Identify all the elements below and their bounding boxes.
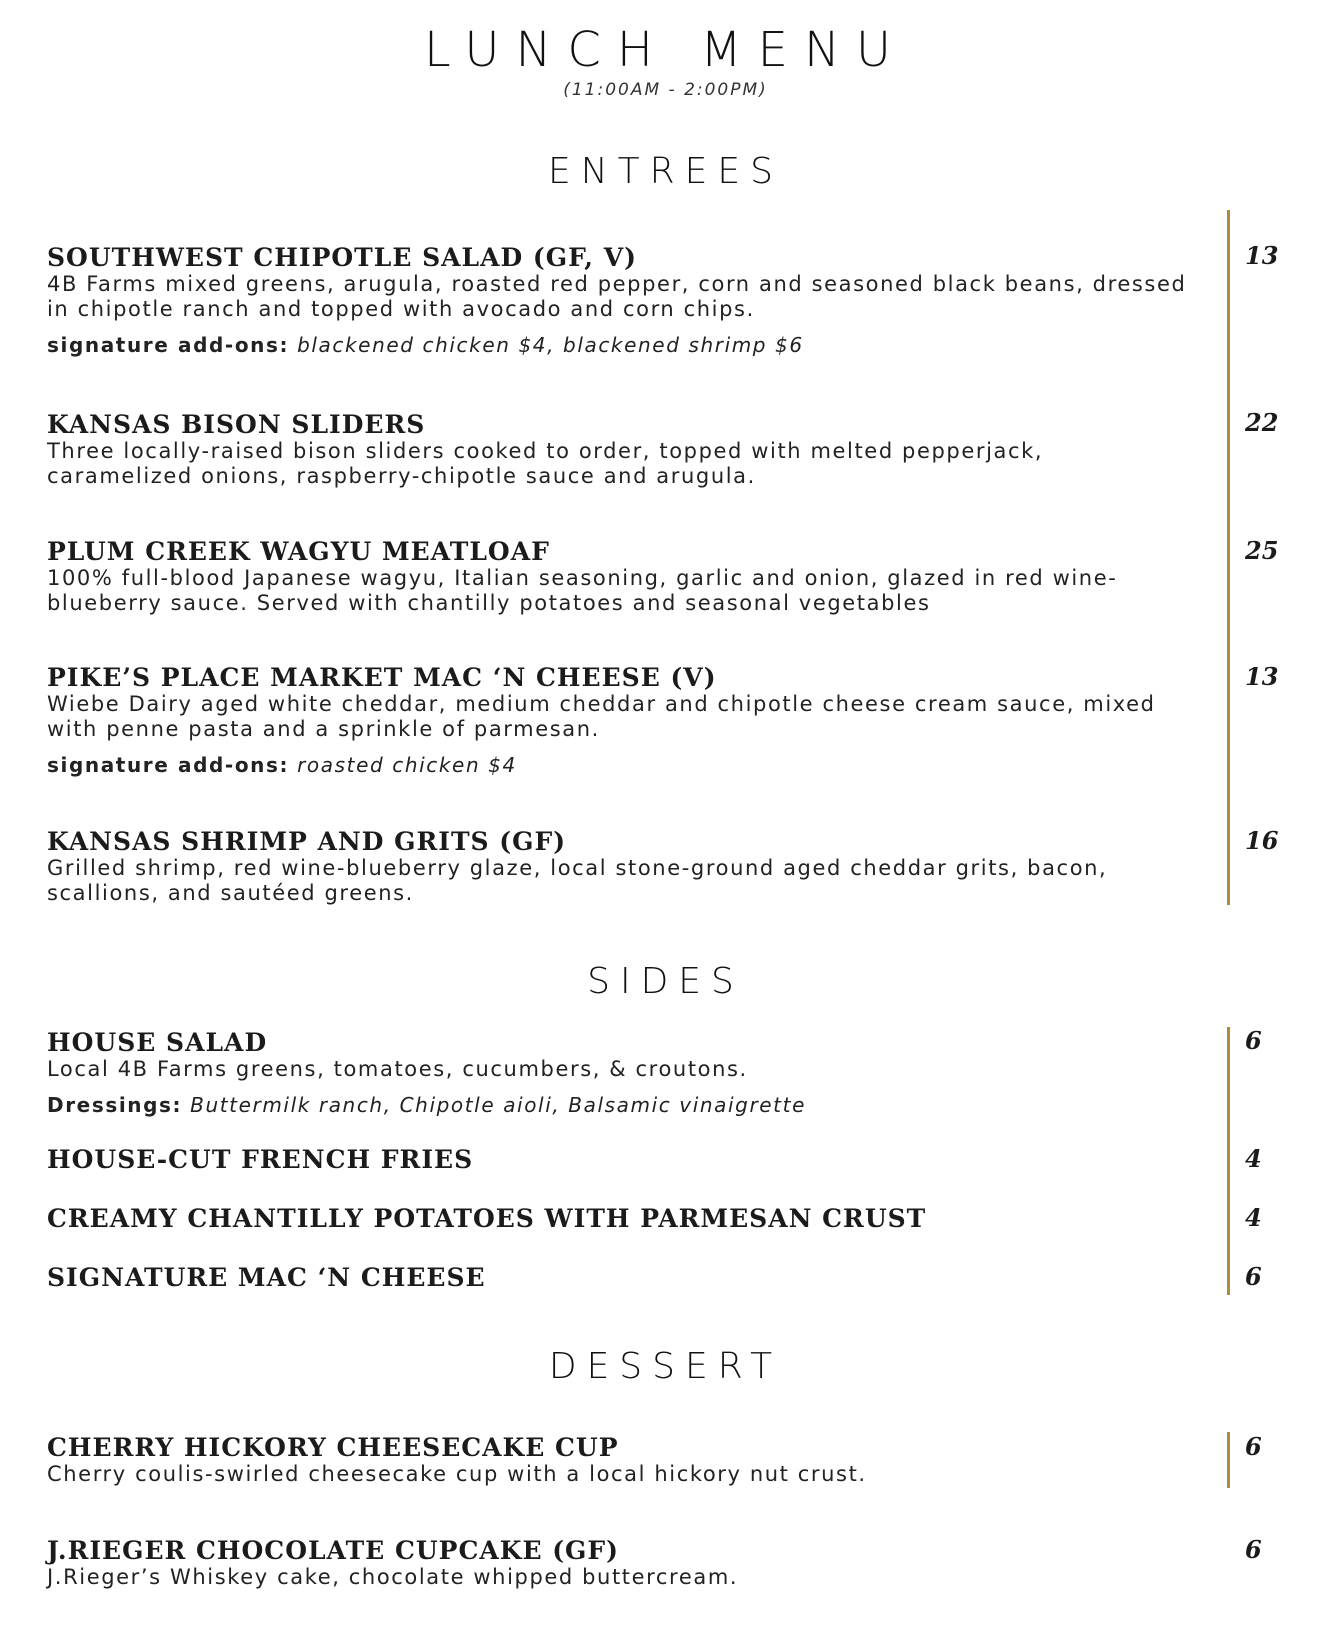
addon-label: signature add-ons: <box>47 333 290 357</box>
menu-item-kansas-bison-sliders <box>47 411 1197 489</box>
item-name: J.RIEGER CHOCOLATE CUPCAKE (GF) <box>47 1536 619 1565</box>
addon-text: roasted chicken $4 <box>297 753 517 777</box>
item-price: 6 <box>1245 1535 1262 1564</box>
section-title-sides: SIDES <box>587 961 744 1002</box>
item-price: 22 <box>1245 408 1279 437</box>
addon-label: signature add-ons: <box>47 753 290 777</box>
entrees-price-divider <box>1227 210 1230 905</box>
menu-title: LUNCH MENU <box>423 22 908 78</box>
menu-item-plum-creek-wagyu-meatloaf <box>47 538 1197 616</box>
item-price: 6 <box>1245 1432 1262 1461</box>
item-addons <box>47 1093 1197 1118</box>
menu-item-cherry-hickory-cheesecake-cup <box>47 1434 1197 1487</box>
dessert-price-divider <box>1227 1432 1230 1488</box>
item-description: Three locally-raised bison sliders cooked to order, topped with melted pepperjack, caramelized onions, raspberry-chipotle sauce and arugula. <box>47 439 1044 488</box>
item-description: J.Rieger’s Whiskey cake, chocolate whipped buttercream. <box>47 1565 739 1589</box>
menu-item-creamy-chantilly-potatoes <box>47 1205 1197 1233</box>
item-description: Local 4B Farms greens, tomatoes, cucumbers, & croutons. <box>47 1057 748 1081</box>
addon-label: Dressings: <box>47 1093 183 1117</box>
addon-text: Buttermilk ranch, Chipotle aioli, Balsamic vinaigrette <box>190 1093 806 1117</box>
item-description: Cherry coulis-swirled cheesecake cup with a local hickory nut crust. <box>47 1462 867 1486</box>
item-name: HOUSE SALAD <box>47 1028 268 1057</box>
menu-item-house-cut-french-fries <box>47 1146 1197 1174</box>
item-name: SIGNATURE MAC ‘N CHEESE <box>47 1263 486 1292</box>
item-name: PIKE’S PLACE MARKET MAC ‘N CHEESE (V) <box>47 663 717 692</box>
section-title-entrees: ENTREES <box>547 151 784 192</box>
item-name: PLUM CREEK WAGYU MEATLOAF <box>47 537 550 566</box>
addon-text: blackened chicken $4, blackened shrimp $6 <box>297 333 804 357</box>
menu-item-pikes-place-mac-n-cheese <box>47 664 1197 778</box>
menu-item-kansas-shrimp-and-grits <box>47 828 1197 906</box>
menu-hours: (11:00AM - 2:00PM) <box>563 80 768 100</box>
item-description: Wiebe Dairy aged white cheddar, medium cheddar and chipotle cheese cream sauce, mixed with penne pasta and a sprinkle of parmesan. <box>47 692 1156 741</box>
menu-item-signature-mac-n-cheese <box>47 1264 1197 1292</box>
item-name: KANSAS BISON SLIDERS <box>47 410 426 439</box>
menu-item-house-salad <box>47 1029 1197 1118</box>
menu-item-southwest-chipotle-salad <box>47 244 1197 358</box>
item-price: 6 <box>1245 1026 1262 1055</box>
item-name: CHERRY HICKORY CHEESECAKE CUP <box>47 1433 619 1462</box>
item-price: 13 <box>1245 662 1279 691</box>
item-price: 4 <box>1245 1203 1262 1232</box>
item-price: 13 <box>1245 241 1279 270</box>
item-name: CREAMY CHANTILLY POTATOES WITH PARMESAN CRUST <box>47 1204 927 1233</box>
item-price: 16 <box>1245 826 1279 855</box>
sides-price-divider <box>1227 1027 1230 1295</box>
item-addons <box>47 753 1197 778</box>
item-price: 6 <box>1245 1262 1262 1291</box>
item-description: 100% full-blood Japanese wagyu, Italian seasoning, garlic and onion, glazed in red wine-blueberry sauce. Served with chantilly potatoes and seasonal vegetables <box>47 566 1118 615</box>
item-description: Grilled shrimp, red wine-blueberry glaze, local stone-ground aged cheddar grits, bacon, scallions, and sautéed greens. <box>47 856 1108 905</box>
item-name: SOUTHWEST CHIPOTLE SALAD (GF, V) <box>47 243 637 272</box>
menu-item-jrieger-chocolate-cupcake <box>47 1537 1197 1590</box>
section-title-dessert: DESSERT <box>548 1346 783 1387</box>
item-name: HOUSE-CUT FRENCH FRIES <box>47 1145 474 1174</box>
item-price: 4 <box>1245 1144 1262 1173</box>
item-description: 4B Farms mixed greens, arugula, roasted red pepper, corn and seasoned black beans, dressed in chipotle ranch and topped with avocado and corn chips. <box>47 272 1187 321</box>
item-name: KANSAS SHRIMP AND GRITS (GF) <box>47 827 567 856</box>
item-addons <box>47 333 1197 358</box>
item-price: 25 <box>1245 536 1279 565</box>
